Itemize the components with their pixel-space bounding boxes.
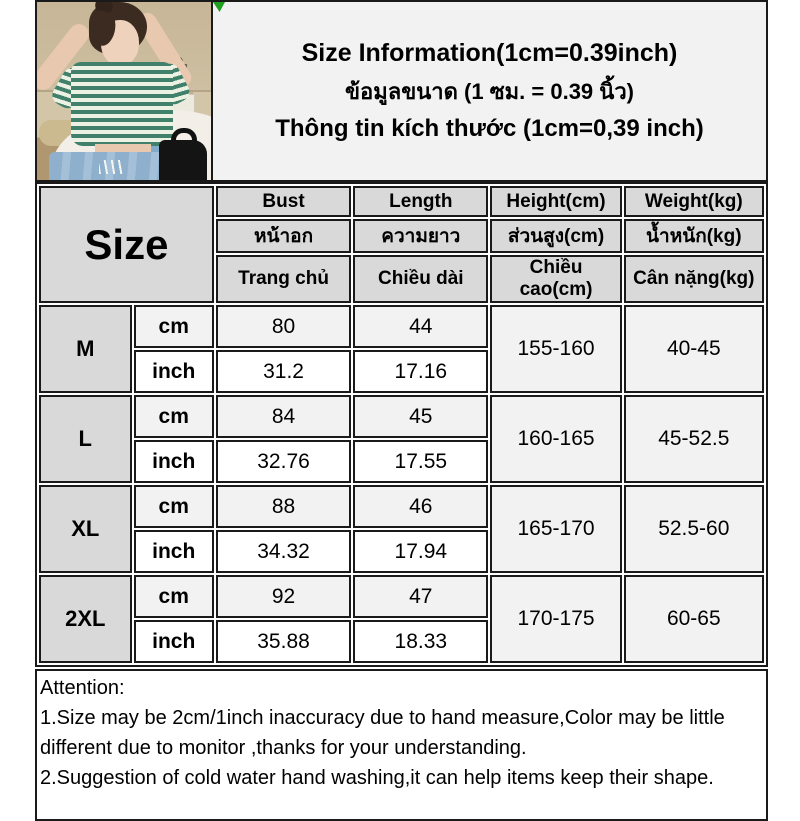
attention-line-1: 1.Size may be 2cm/1inch inaccuracy due to hand measure,Color may be little different due to monitor ,thanks for your understanding. (40, 707, 725, 759)
top-section (35, 0, 768, 182)
bust-header-vi: Trang chủ (216, 255, 351, 303)
photo-jeans-drawstring (99, 160, 125, 174)
unit-inch-label: inch (134, 530, 214, 573)
m-weight-range: 40-45 (624, 305, 764, 393)
unit-inch-label: inch (134, 350, 214, 393)
unit-cm-label: cm (134, 305, 214, 348)
green-corner-marker-icon (213, 2, 225, 12)
2xl-bust-inch: 35.88 (216, 620, 351, 663)
xl-bust-inch: 34.32 (216, 530, 351, 573)
title-thai: ข้อมูลขนาด (1 ซม. = 0.39 นิ้ว) (344, 79, 634, 104)
length-header-en: Length (353, 186, 488, 217)
title-english: Size Information(1cm=0.39inch) (301, 39, 678, 67)
unit-inch-label: inch (134, 440, 214, 483)
2xl-bust-cm: 92 (216, 575, 351, 618)
attention-heading: Attention: (40, 677, 125, 699)
length-header-vi: Chiều dài (353, 255, 488, 303)
size-m-label: M (39, 305, 132, 393)
table-row-m-cm (39, 305, 764, 348)
header-row-english (39, 186, 764, 217)
l-bust-cm: 84 (216, 395, 351, 438)
title-vietnamese: Thông tin kích thước (1cm=0,39 inch) (275, 115, 704, 142)
unit-cm-label: cm (134, 485, 214, 528)
2xl-length-cm: 47 (353, 575, 488, 618)
table-row-2xl-cm (39, 575, 764, 618)
l-bust-inch: 32.76 (216, 440, 351, 483)
weight-header-vi: Cân nặng(kg) (624, 255, 764, 303)
photo-black-bag (159, 140, 207, 182)
product-photo (35, 0, 213, 182)
l-height-range: 160-165 (490, 395, 621, 483)
weight-header-en: Weight(kg) (624, 186, 764, 217)
unit-cm-label: cm (134, 395, 214, 438)
m-length-inch: 17.16 (353, 350, 488, 393)
m-height-range: 155-160 (490, 305, 621, 393)
attention-note (35, 669, 768, 821)
2xl-length-inch: 18.33 (353, 620, 488, 663)
height-header-vi: Chiều cao(cm) (490, 255, 621, 303)
xl-bust-cm: 88 (216, 485, 351, 528)
l-weight-range: 45-52.5 (624, 395, 764, 483)
l-length-cm: 45 (353, 395, 488, 438)
weight-header-th: น้ำหนัก(kg) (624, 219, 764, 253)
length-header-th: ความยาว (353, 219, 488, 253)
table-row-xl-cm (39, 485, 764, 528)
m-length-cm: 44 (353, 305, 488, 348)
size-information-title-box (213, 0, 768, 182)
m-bust-inch: 31.2 (216, 350, 351, 393)
table-row-l-cm (39, 395, 764, 438)
unit-cm-label: cm (134, 575, 214, 618)
size-column-header: Size (39, 186, 214, 303)
xl-length-inch: 17.94 (353, 530, 488, 573)
size-l-label: L (39, 395, 132, 483)
bust-header-en: Bust (216, 186, 351, 217)
size-table (35, 182, 768, 667)
2xl-weight-range: 60-65 (624, 575, 764, 663)
l-length-inch: 17.55 (353, 440, 488, 483)
xl-height-range: 165-170 (490, 485, 621, 573)
xl-weight-range: 52.5-60 (624, 485, 764, 573)
height-header-en: Height(cm) (490, 186, 621, 217)
m-bust-cm: 80 (216, 305, 351, 348)
2xl-height-range: 170-175 (490, 575, 621, 663)
photo-striped-shirt (71, 62, 173, 146)
xl-length-cm: 46 (353, 485, 488, 528)
attention-line-2: 2.Suggestion of cold water hand washing,it can help items keep their shape. (40, 767, 714, 789)
bust-header-th: หน้าอก (216, 219, 351, 253)
size-2xl-label: 2XL (39, 575, 132, 663)
unit-inch-label: inch (134, 620, 214, 663)
height-header-th: ส่วนสูง(cm) (490, 219, 621, 253)
size-chart-page (35, 0, 768, 821)
size-xl-label: XL (39, 485, 132, 573)
